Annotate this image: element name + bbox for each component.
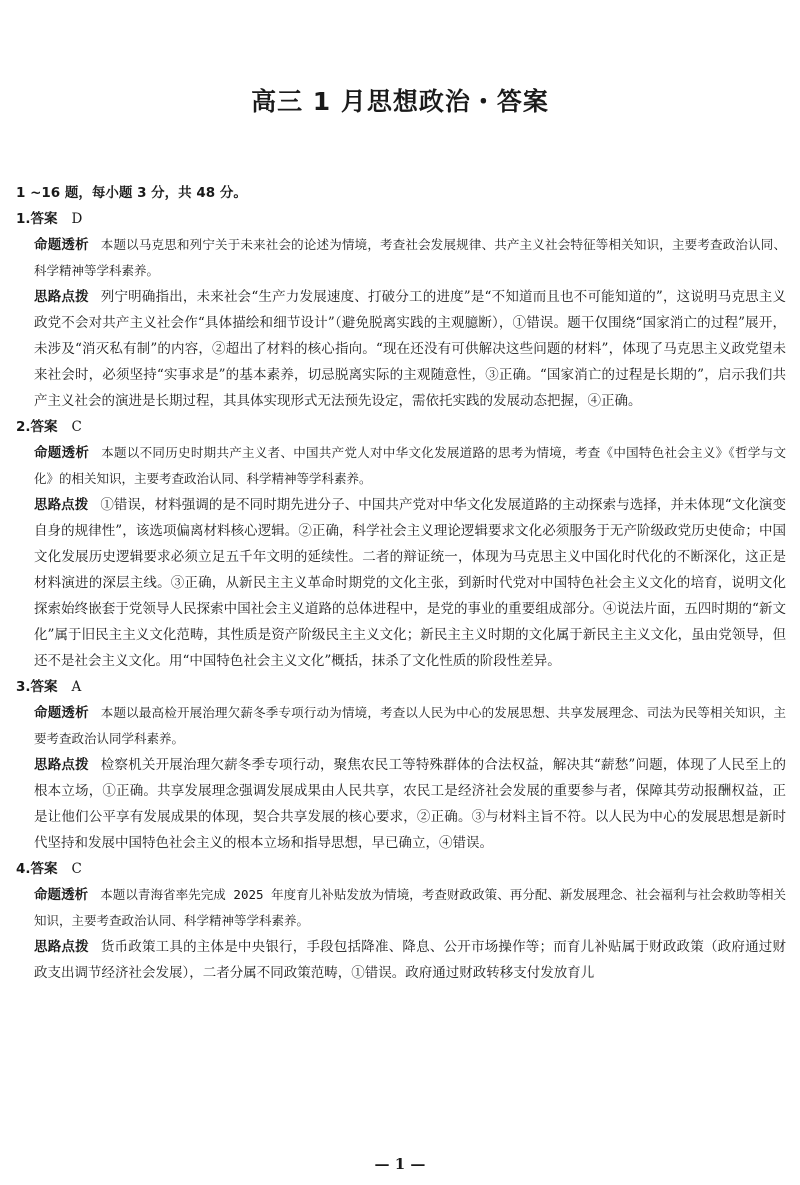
hint-label: 思路点拨 [34,497,89,513]
hint-text: 检察机关开展治理欠薪冬季专项行动，聚焦农民工等特殊群体的合法权益，解决其“薪愁”问题，体现了人民至上的根本立场，①正确。共享发展理念强调发展成果由人民共享，农民工是经济社会发展的重要参与者，保障其劳动报酬权益，正是让他们公平享有发展成果的体现，契合共享发展的核心要求，②正确。③与材料主旨不符。以人民为中心的发展思想是新时代坚持和发展中国特色社会主义的根本立场和指导思想，早已确立，④错误。 [34,757,786,851]
analysis-paragraph [16,440,786,492]
hint-label: 思路点拨 [34,289,89,305]
answer-label: 答案 [30,211,58,227]
question-header [16,414,786,440]
answer-value: D [71,211,83,227]
question-number: 2. [16,419,31,435]
hint-paragraph [16,752,786,856]
answer-value: C [71,861,82,877]
question-header [16,206,786,232]
question-header [16,674,786,700]
hint-paragraph [16,934,786,986]
question-number: 1. [16,211,31,227]
answer-value: A [71,679,82,695]
analysis-paragraph [16,700,786,752]
question-header [16,856,786,882]
question-number: 3. [16,679,31,695]
analysis-paragraph [16,232,786,284]
answer-value: C [71,419,82,435]
page-title: 高三 1 月思想政治・答案 [251,87,549,116]
hint-text: ①错误，材料强调的是不同时期先进分子、中国共产党对中华文化发展道路的主动探索与选择，并未体现“文化演变自身的规律性”，该选项偏离材料核心逻辑。②正确，科学社会主义理论逻辑要求文化必须服务于无产阶级政党历史使命；中国文化发展历史逻辑要求必须立足五千年文明的延续性。二者的辩证统一，体现为马克思主义中国化时代化的不断深化，这正是材料演进的深层主线。③正确，从新民主主义革命时期党的文化主张，到新时代党对中国特色社会主义文化的培育，说明文化探索始终嵌套于党领导人民探索中国社会主义道路的总体进程中，是党的事业的重要组成部分。④说法片面，五四时期的“新文化”属于旧民主主义文化范畴，其性质是资产阶级民主主义文化；新民主主义时期的文化属于新民主主义文化，虽由党领导，但还不是社会主义文化。用“中国特色社会主义文化”概括，抹杀了文化性质的阶段性差异。 [34,497,787,669]
analysis-paragraph [16,882,786,934]
analysis-text: 本题以马克思和列宁关于未来社会的论述为情境，考查社会发展规律、共产主义社会特征等相关知识，主要考查政治认同、科学精神等学科素养。 [34,237,786,278]
section-intro: 1 ~16 题，每小题 3 分，共 48 分。 [16,185,247,201]
analysis-text: 本题以青海省率先完成 2025 年度育儿补贴发放为情境，考查财政政策、再分配、新发展理念、社会福利与社会救助等相关知识，主要考查政治认同、科学精神等学科素养。 [34,887,787,928]
hint-paragraph [16,284,786,414]
answer-label: 答案 [30,679,58,695]
answer-label: 答案 [30,861,58,877]
question-item [16,856,786,986]
hint-label: 思路点拨 [34,757,89,773]
answer-content [16,180,786,986]
analysis-label: 命题透析 [34,237,89,253]
question-item [16,414,786,674]
analysis-label: 命题透析 [34,445,90,461]
hint-text: 列宁明确指出，未来社会“生产力发展速度、打破分工的进度”是“不知道而且也不可能知道的”，这说明马克思主义政党不会对共产主义社会作“具体描绘和细节设计”（避免脱离实践的主观臆断），①错误。题干仅围绕“国家消亡的过程”展开，未涉及“消灭私有制”的内容，②超出了材料的核心指向。“现在还没有可供解决这些问题的材料”，体现了马克思主义政党望未来社会时，必须坚持“实事求是”的基本素养，切忌脱离实际的主观随意性，③正确。“国家消亡的过程是长期的”，启示我们共产主义社会的演进是长期过程，其具体实现形式无法预先设定，需依托实践的发展动态把握，④正确。 [34,289,787,409]
analysis-text: 本题以不同历史时期共产主义者、中国共产党人对中华文化发展道路的思考为情境，考查《中国特色社会主义》《哲学与文化》的相关知识，主要考查政治认同、科学精神等学科素养。 [34,445,786,486]
hint-text: 货币政策工具的主体是中央银行，手段包括降准、降息、公开市场操作等；而育儿补贴属于财政政策（政府通过财政支出调节经济社会发展），二者分属不同政策范畴，①错误。政府通过财政转移支付发放育儿 [34,939,787,981]
analysis-label: 命题透析 [34,705,89,721]
answer-label: 答案 [30,419,58,435]
hint-paragraph [16,492,786,674]
analysis-label: 命题透析 [34,887,89,903]
hint-label: 思路点拨 [34,939,89,955]
question-item [16,674,786,856]
question-item [16,206,786,414]
page-number: — 1 — [374,1155,426,1173]
question-number: 4. [16,861,31,877]
analysis-text: 本题以最高检开展治理欠薪冬季专项行动为情境，考查以人民为中心的发展思想、共享发展理念、司法为民等相关知识，主要考查政治认同学科素养。 [34,705,786,746]
